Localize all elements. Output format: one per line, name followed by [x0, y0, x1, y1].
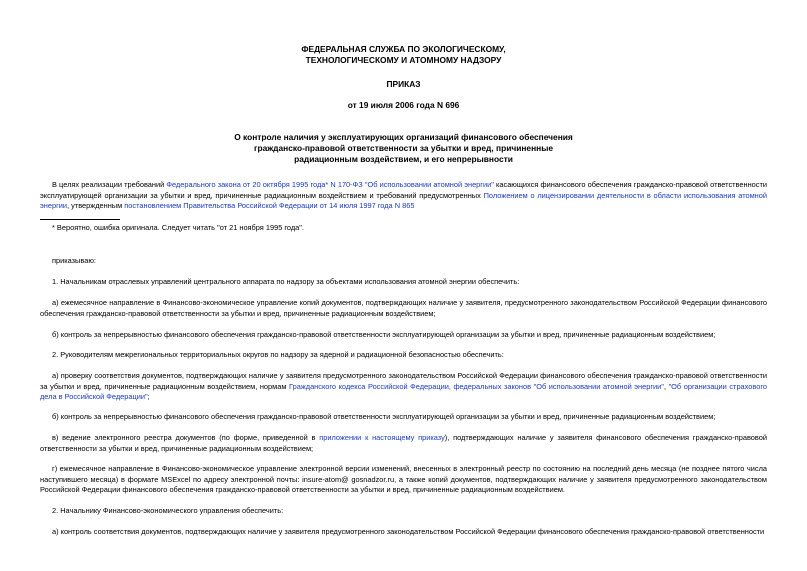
clause-3-text: 2. Начальнику Финансово-экономического управления обеспечить:	[52, 506, 284, 515]
clause-2	[40, 350, 767, 361]
federal-law-link[interactable]: Федерального закона от 20 октября 1995 года* N 170-ФЗ "Об использовании атомной энергии"	[166, 180, 494, 189]
document-title-line-1: О контроле наличия у эксплуатирующих организаций финансового обеспечения	[234, 132, 573, 142]
order-word	[40, 256, 767, 267]
intro-text-2: касающихся финансового обеспечения гражданско-правовой ответственности эксплуатирующей организации за убытки и вред, причиненные радиационным воздействием и требований предусмотренных	[40, 180, 767, 200]
clause-2b-text: б) контроль за непрерывностью финансового обеспечения гражданско-правовой ответственности эксплуатирующей организации за убытки и вред, причиненные радиационным воздействием;	[52, 412, 716, 421]
document-type: ПРИКАЗ	[386, 79, 421, 89]
footnote	[40, 223, 767, 234]
clause-1b	[40, 330, 767, 341]
clause-3a	[40, 527, 767, 538]
order-word-text: приказываю:	[52, 256, 96, 265]
clause-2g-text: г) ежемесячное направление в Финансово-экономическое управление электронной версии изменений, внесенных в электронный реестр по состоянию на последний день месяца (не позднее пятого числа наступившего месяца) в формате MSExcel по адресу электронной почты: insure-atom@ gosnadzor.ru, а также копий документов, подтверждающих наличие у заявителя предусмотренного законодательством Российской Федерации финансового обеспечения гражданско-правовой ответственности за убытки и вред, причиненные радиационным воздействием.	[40, 464, 767, 494]
document-date-number: от 19 июля 2006 года N 696	[347, 100, 460, 110]
clause-1-text: 1. Начальникам отраслевых управлений центрального аппарата по надзору за объектами использования атомной энергии обеспечить:	[52, 277, 520, 286]
clause-2v-text-1: в) ведение электронного реестра документов (по форме, приведенной в	[52, 433, 320, 442]
clause-2a-text-3: ;	[147, 392, 150, 401]
government-decree-link[interactable]: постановлением Правительства Российской Федерации от 14 июля 1997 года N 865	[124, 201, 415, 210]
clause-3a-text: а) контроль соответствия документов, подтверждающих наличие у заявителя предусмотренного законодательством Российской Федерации финансового обеспечения гражданско-правовой ответственности	[52, 527, 765, 536]
intro-paragraph	[40, 180, 767, 212]
clause-2g	[40, 464, 767, 496]
insurance-law-link[interactable]: "Об организации страхового дела в Российской Федерации"	[40, 381, 767, 401]
footnote-text: * Вероятно, ошибка оригинала. Следует читать "от 21 ноября 1995 года".	[52, 223, 304, 232]
clause-1	[40, 277, 767, 288]
clause-2v	[40, 433, 767, 454]
clause-2a	[40, 371, 767, 403]
civil-code-link[interactable]: Гражданского кодекса Российской Федерации, федеральных законов "Об использовании атомной энергии"	[289, 381, 664, 391]
clause-1a-text: а) ежемесячное направление в Финансово-экономическое управление копий документов, подтверждающих наличие у заявителя, предусмотренного законодательством Российской Федерации финансового обеспечения гражданско-правовой ответственности за убытки и вред, причиненные радиационным воздействием;	[40, 298, 767, 318]
document-title-line-3: радиационным воздействием, и его непрерывности	[294, 154, 513, 164]
clause-2a-text-1: а) проверку соответствия документов, подтверждающих наличие у заявителя предусмотренного законодательством Российской Федерации финансового обеспечения гражданско-правовой ответственности за убытки и вред, причиненные радиационным воздействием, нормам	[40, 371, 767, 391]
appendix-link[interactable]: приложении к настоящему приказу	[319, 433, 445, 442]
clause-2v-text-2: ), подтверждающих наличие у заявителя финансового обеспечения гражданско-правовой ответственности за убытки и вред, причиненные радиационным воздействием;	[40, 433, 767, 453]
clause-2b	[40, 412, 767, 423]
clause-3	[40, 506, 767, 517]
clause-1a	[40, 298, 767, 319]
intro-text-3: , утвержденным	[67, 201, 125, 210]
agency-name-line-2: ТЕХНОЛОГИЧЕСКОМУ И АТОМНОМУ НАДЗОРУ	[305, 55, 502, 65]
intro-text-1: В целях реализации требований	[52, 180, 167, 189]
document-title-line-2: гражданско-правовой ответственности за убытки и вред, причиненные	[253, 143, 554, 153]
clause-1b-text: б) контроль за непрерывностью финансового обеспечения гражданско-правовой ответственности эксплуатирующей организации за убытки и вред, причиненные радиационным воздействием;	[52, 330, 716, 339]
footnote-divider	[40, 219, 120, 220]
clause-2-text: 2. Руководителям межрегиональных территориальных округов по надзору за ядерной и радиационной безопасностью обеспечить:	[52, 350, 504, 359]
clause-2a-text-2: ,	[663, 381, 669, 391]
agency-name-line-1: ФЕДЕРАЛЬНАЯ СЛУЖБА ПО ЭКОЛОГИЧЕСКОМУ,	[301, 44, 506, 54]
licensing-regulation-link[interactable]: Положением о лицензировании деятельности в области использования атомной энергии	[40, 190, 768, 210]
